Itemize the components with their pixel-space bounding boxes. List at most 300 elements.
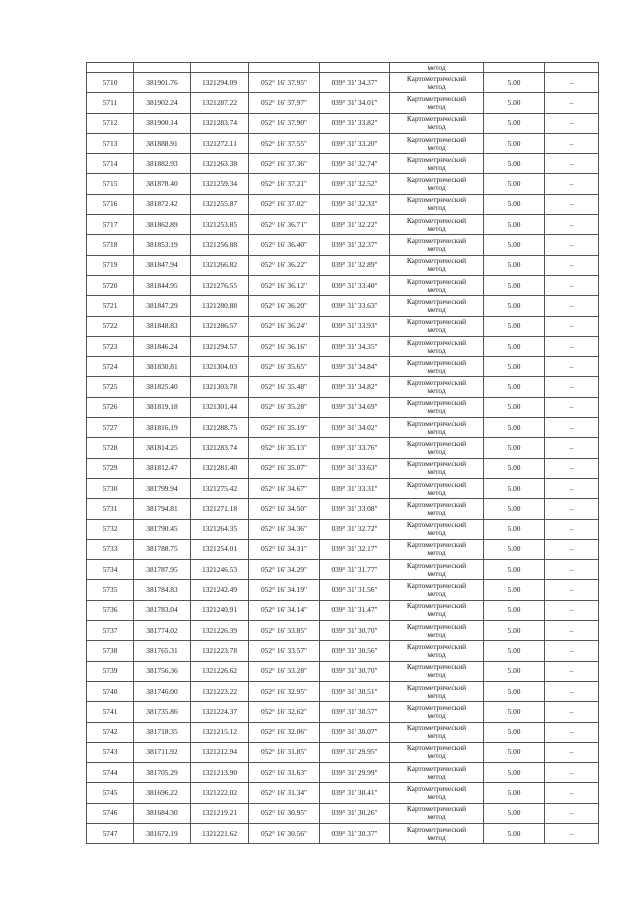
point-number-cell: 5737 xyxy=(87,621,134,641)
y-coordinate-cell: 1321253.85 xyxy=(191,215,249,235)
longitude-cell: 039° 31' 30.70" xyxy=(320,621,390,641)
longitude-cell: 039° 31' 33.40" xyxy=(320,275,390,295)
longitude-cell: 039° 31' 34.35" xyxy=(320,336,390,356)
point-number-cell: 5730 xyxy=(87,478,134,498)
accuracy-cell: 5.00 xyxy=(484,275,545,295)
y-coordinate-cell: 1321276.55 xyxy=(191,275,249,295)
accuracy-cell: 5.00 xyxy=(484,255,545,275)
note-cell: – xyxy=(545,418,599,438)
y-coordinate-cell: 1321255.87 xyxy=(191,194,249,214)
latitude-cell: 052° 16' 36.20" xyxy=(249,296,320,316)
latitude-cell: 052° 16' 37.36" xyxy=(249,154,320,174)
point-number-cell: 5716 xyxy=(87,194,134,214)
x-coordinate-cell: 381844.95 xyxy=(134,275,191,295)
y-coordinate-cell: 1321223.78 xyxy=(191,641,249,661)
table-row xyxy=(87,478,599,498)
latitude-cell: 052° 16' 34.31" xyxy=(249,539,320,559)
note-cell: – xyxy=(545,661,599,681)
y-coordinate-cell: 1321303.78 xyxy=(191,377,249,397)
table-row xyxy=(87,519,599,539)
latitude-cell: 052° 16' 33.85" xyxy=(249,621,320,641)
latitude-cell: 052° 16' 35.28" xyxy=(249,397,320,417)
method-cell: Картометрический метод xyxy=(390,336,484,356)
note-cell: – xyxy=(545,397,599,417)
x-coordinate-cell: 381794.81 xyxy=(134,499,191,519)
y-coordinate-cell: 1321224.37 xyxy=(191,702,249,722)
table-row xyxy=(87,580,599,600)
accuracy-cell: 5.00 xyxy=(484,194,545,214)
accuracy-cell: 5.00 xyxy=(484,539,545,559)
y-coordinate-cell: 1321286.57 xyxy=(191,316,249,336)
longitude-cell: 039° 31' 30.51" xyxy=(320,681,390,701)
accuracy-cell: 5.00 xyxy=(484,763,545,783)
method-cell: Картометрический метод xyxy=(390,499,484,519)
table-row xyxy=(87,742,599,762)
latitude-cell: 052° 16' 32.62" xyxy=(249,702,320,722)
latitude-cell: 052° 16' 36.12" xyxy=(249,275,320,295)
x-coordinate-cell: 381788.75 xyxy=(134,539,191,559)
longitude-cell: 039° 31' 34.37" xyxy=(320,73,390,93)
longitude-cell: 039° 31' 34.84" xyxy=(320,357,390,377)
point-number-cell: 5720 xyxy=(87,275,134,295)
longitude-cell: 039° 31' 29.99" xyxy=(320,763,390,783)
x-coordinate-cell: 381696.22 xyxy=(134,783,191,803)
table-row xyxy=(87,336,599,356)
longitude-cell: 039° 31' 32.89" xyxy=(320,255,390,275)
longitude-cell: 039° 31' 33.20" xyxy=(320,133,390,153)
x-coordinate-cell: 381705.29 xyxy=(134,763,191,783)
table-row xyxy=(87,194,599,214)
x-coordinate-cell: 381672.19 xyxy=(134,823,191,843)
point-number-cell: 5731 xyxy=(87,499,134,519)
latitude-cell: 052° 16' 34.19" xyxy=(249,580,320,600)
latitude-cell: 052° 16' 35.65" xyxy=(249,357,320,377)
longitude-cell: 039° 31' 32.37" xyxy=(320,235,390,255)
note-cell: – xyxy=(545,174,599,194)
table-row xyxy=(87,133,599,153)
point-number-cell: 5743 xyxy=(87,742,134,762)
latitude-cell: 052° 16' 37.97" xyxy=(249,93,320,113)
accuracy-cell: 5.00 xyxy=(484,336,545,356)
table-row xyxy=(87,783,599,803)
accuracy-cell: 5.00 xyxy=(484,316,545,336)
longitude-cell: 039° 31' 34.82" xyxy=(320,377,390,397)
method-cell: Картометрический метод xyxy=(390,681,484,701)
x-coordinate-cell: 381846.24 xyxy=(134,336,191,356)
method-cell: Картометрический метод xyxy=(390,194,484,214)
point-number-cell: 5721 xyxy=(87,296,134,316)
accuracy-cell: 5.00 xyxy=(484,560,545,580)
note-cell: – xyxy=(545,499,599,519)
method-cell: Картометрический метод xyxy=(390,560,484,580)
table-row xyxy=(87,803,599,823)
y-coordinate-cell: 1321254.01 xyxy=(191,539,249,559)
table-row xyxy=(87,275,599,295)
point-number-cell: 5712 xyxy=(87,113,134,133)
note-cell: – xyxy=(545,560,599,580)
accuracy-cell: 5.00 xyxy=(484,702,545,722)
method-cell-continued: метод xyxy=(390,63,484,73)
y-coordinate-cell: 1321283.74 xyxy=(191,438,249,458)
y-coordinate-cell: 1321271.18 xyxy=(191,499,249,519)
x-coordinate-cell: 381901.76 xyxy=(134,73,191,93)
x-coordinate-cell: 381853.19 xyxy=(134,235,191,255)
x-coordinate-cell: 381825.40 xyxy=(134,377,191,397)
accuracy-cell: 5.00 xyxy=(484,154,545,174)
point-number-cell: 5740 xyxy=(87,681,134,701)
latitude-cell: 052° 16' 35.48" xyxy=(249,377,320,397)
method-cell: Картометрический метод xyxy=(390,702,484,722)
longitude-cell: 039° 31' 31.47" xyxy=(320,600,390,620)
longitude-cell: 039° 31' 30.26" xyxy=(320,803,390,823)
accuracy-cell: 5.00 xyxy=(484,803,545,823)
method-cell: Картометрический метод xyxy=(390,621,484,641)
longitude-cell: 039° 31' 30.37" xyxy=(320,823,390,843)
table-row xyxy=(87,174,599,194)
method-cell: Картометрический метод xyxy=(390,478,484,498)
note-cell: – xyxy=(545,215,599,235)
point-number-cell: 5724 xyxy=(87,357,134,377)
method-cell: Картометрический метод xyxy=(390,742,484,762)
accuracy-cell: 5.00 xyxy=(484,113,545,133)
table-row xyxy=(87,113,599,133)
longitude-cell: 039° 31' 29.95" xyxy=(320,742,390,762)
x-coordinate-cell: 381819.18 xyxy=(134,397,191,417)
note-cell: – xyxy=(545,438,599,458)
method-cell: Картометрический метод xyxy=(390,133,484,153)
point-number-cell: 5723 xyxy=(87,336,134,356)
point-number-cell: 5713 xyxy=(87,133,134,153)
x-coordinate-cell: 381774.02 xyxy=(134,621,191,641)
method-cell: Картометрический метод xyxy=(390,803,484,823)
latitude-cell: 052° 16' 31.85" xyxy=(249,742,320,762)
method-cell: Картометрический метод xyxy=(390,357,484,377)
latitude-cell: 052° 16' 36.16" xyxy=(249,336,320,356)
latitude-cell: 052° 16' 33.28" xyxy=(249,661,320,681)
note-cell: – xyxy=(545,803,599,823)
latitude-cell: 052° 16' 37.02" xyxy=(249,194,320,214)
longitude-cell: 039° 31' 31.77" xyxy=(320,560,390,580)
latitude-cell: 052° 16' 31.63" xyxy=(249,763,320,783)
note-cell: – xyxy=(545,275,599,295)
latitude-cell: 052° 16' 34.14" xyxy=(249,600,320,620)
y-coordinate-cell: 1321272.11 xyxy=(191,133,249,153)
accuracy-cell: 5.00 xyxy=(484,296,545,316)
note-cell: – xyxy=(545,73,599,93)
accuracy-cell: 5.00 xyxy=(484,661,545,681)
accuracy-cell: 5.00 xyxy=(484,133,545,153)
latitude-cell: 052° 16' 30.95" xyxy=(249,803,320,823)
note-cell: – xyxy=(545,580,599,600)
latitude-cell: 052° 16' 35.19" xyxy=(249,418,320,438)
method-cell: Картометрический метод xyxy=(390,418,484,438)
table-row xyxy=(87,357,599,377)
table-row xyxy=(87,763,599,783)
latitude-cell: 052° 16' 34.29" xyxy=(249,560,320,580)
note-cell: – xyxy=(545,702,599,722)
method-cell: Картометрический метод xyxy=(390,113,484,133)
latitude-cell: 052° 16' 36.22" xyxy=(249,255,320,275)
y-coordinate-cell: 1321275.42 xyxy=(191,478,249,498)
method-cell: Картометрический метод xyxy=(390,823,484,843)
point-number-cell: 5710 xyxy=(87,73,134,93)
table-row xyxy=(87,458,599,478)
table-row xyxy=(87,722,599,742)
x-coordinate-cell: 381848.83 xyxy=(134,316,191,336)
note-cell: – xyxy=(545,722,599,742)
accuracy-cell: 5.00 xyxy=(484,722,545,742)
method-cell: Картометрический метод xyxy=(390,93,484,113)
x-coordinate-cell: 381862.89 xyxy=(134,215,191,235)
point-number-cell: 5732 xyxy=(87,519,134,539)
accuracy-cell: 5.00 xyxy=(484,823,545,843)
y-coordinate-cell: 1321301.44 xyxy=(191,397,249,417)
accuracy-cell: 5.00 xyxy=(484,600,545,620)
latitude-cell: 052° 16' 32.06" xyxy=(249,722,320,742)
x-coordinate-cell: 381888.91 xyxy=(134,133,191,153)
point-number-cell: 5719 xyxy=(87,255,134,275)
y-coordinate-cell: 1321280.88 xyxy=(191,296,249,316)
method-cell: Картометрический метод xyxy=(390,275,484,295)
longitude-cell: 039° 31' 32.22" xyxy=(320,215,390,235)
longitude-cell: 039° 31' 33.63" xyxy=(320,458,390,478)
note-cell: – xyxy=(545,478,599,498)
note-cell: – xyxy=(545,539,599,559)
table-row xyxy=(87,377,599,397)
latitude-cell: 052° 16' 34.50" xyxy=(249,499,320,519)
note-cell: – xyxy=(545,742,599,762)
table-row xyxy=(87,539,599,559)
longitude-cell: 039° 31' 34.02" xyxy=(320,418,390,438)
note-cell: – xyxy=(545,823,599,843)
y-coordinate-cell: 1321266.82 xyxy=(191,255,249,275)
table-body xyxy=(87,63,599,844)
accuracy-cell: 5.00 xyxy=(484,499,545,519)
table-row xyxy=(87,560,599,580)
latitude-cell: 052° 16' 37.95" xyxy=(249,73,320,93)
note-cell: – xyxy=(545,783,599,803)
point-number-cell: 5739 xyxy=(87,661,134,681)
x-coordinate-cell: 381872.42 xyxy=(134,194,191,214)
note-cell: – xyxy=(545,763,599,783)
x-coordinate-cell: 381816.19 xyxy=(134,418,191,438)
y-coordinate-cell: 1321226.39 xyxy=(191,621,249,641)
table-row xyxy=(87,235,599,255)
accuracy-cell: 5.00 xyxy=(484,357,545,377)
table-row xyxy=(87,600,599,620)
point-number-cell: 5741 xyxy=(87,702,134,722)
accuracy-cell: 5.00 xyxy=(484,438,545,458)
accuracy-cell: 5.00 xyxy=(484,641,545,661)
longitude-cell: 039° 31' 33.31" xyxy=(320,478,390,498)
x-coordinate-cell: 381746.00 xyxy=(134,681,191,701)
method-cell: Картометрический метод xyxy=(390,722,484,742)
accuracy-cell: 5.00 xyxy=(484,580,545,600)
y-coordinate-cell: 1321221.62 xyxy=(191,823,249,843)
latitude-cell: 052° 16' 32.95" xyxy=(249,681,320,701)
note-cell: – xyxy=(545,377,599,397)
table-row xyxy=(87,823,599,843)
x-coordinate-cell: 381684.30 xyxy=(134,803,191,823)
x-coordinate-cell: 381812.47 xyxy=(134,458,191,478)
accuracy-cell: 5.00 xyxy=(484,621,545,641)
y-coordinate-cell: 1321223.22 xyxy=(191,681,249,701)
x-coordinate-cell: 381765.31 xyxy=(134,641,191,661)
longitude-cell: 039° 31' 34.69" xyxy=(320,397,390,417)
longitude-cell: 039° 31' 32.52" xyxy=(320,174,390,194)
longitude-cell: 039° 31' 32.33" xyxy=(320,194,390,214)
longitude-cell: 039° 31' 30.56" xyxy=(320,641,390,661)
x-coordinate-cell: 381718.35 xyxy=(134,722,191,742)
longitude-cell: 039° 31' 30.07" xyxy=(320,722,390,742)
latitude-cell: 052° 16' 31.34" xyxy=(249,783,320,803)
y-coordinate-cell: 1321287.22 xyxy=(191,93,249,113)
table-row xyxy=(87,438,599,458)
point-number-cell: 5714 xyxy=(87,154,134,174)
accuracy-cell: 5.00 xyxy=(484,235,545,255)
method-cell: Картометрический метод xyxy=(390,539,484,559)
note-cell: – xyxy=(545,235,599,255)
table-row-continued xyxy=(87,63,599,73)
method-cell: Картометрический метод xyxy=(390,316,484,336)
accuracy-cell: 5.00 xyxy=(484,174,545,194)
point-number-cell: 5727 xyxy=(87,418,134,438)
accuracy-cell: 5.00 xyxy=(484,377,545,397)
method-cell: Картометрический метод xyxy=(390,580,484,600)
longitude-cell: 039° 31' 30.41" xyxy=(320,783,390,803)
accuracy-cell: 5.00 xyxy=(484,519,545,539)
note-cell: – xyxy=(545,194,599,214)
latitude-cell: 052° 16' 34.36" xyxy=(249,519,320,539)
y-coordinate-cell: 1321219.21 xyxy=(191,803,249,823)
latitude-cell: 052° 16' 33.57" xyxy=(249,641,320,661)
point-number-cell: 5715 xyxy=(87,174,134,194)
method-cell: Картометрический метод xyxy=(390,154,484,174)
point-number-cell: 5747 xyxy=(87,823,134,843)
accuracy-cell: 5.00 xyxy=(484,681,545,701)
table-row xyxy=(87,255,599,275)
x-coordinate-cell: 381735.86 xyxy=(134,702,191,722)
table-row xyxy=(87,215,599,235)
point-number-cell: 5726 xyxy=(87,397,134,417)
note-cell: – xyxy=(545,113,599,133)
method-cell: Картометрический метод xyxy=(390,174,484,194)
accuracy-cell: 5.00 xyxy=(484,215,545,235)
method-cell: Картометрический метод xyxy=(390,783,484,803)
point-number-cell: 5711 xyxy=(87,93,134,113)
note-cell: – xyxy=(545,621,599,641)
accuracy-cell: 5.00 xyxy=(484,458,545,478)
note-cell: – xyxy=(545,357,599,377)
table-row xyxy=(87,93,599,113)
latitude-cell: 052° 16' 34.67" xyxy=(249,478,320,498)
y-coordinate-cell: 1321263.38 xyxy=(191,154,249,174)
x-coordinate-cell: 381902.24 xyxy=(134,93,191,113)
table-row xyxy=(87,397,599,417)
method-cell: Картометрический метод xyxy=(390,438,484,458)
point-number-cell: 5738 xyxy=(87,641,134,661)
point-number-cell: 5736 xyxy=(87,600,134,620)
longitude-cell: 039° 31' 31.56" xyxy=(320,580,390,600)
longitude-cell: 039° 31' 33.76" xyxy=(320,438,390,458)
table-row xyxy=(87,702,599,722)
method-cell: Картометрический метод xyxy=(390,377,484,397)
longitude-cell: 039° 31' 32.17" xyxy=(320,539,390,559)
point-number-cell: 5742 xyxy=(87,722,134,742)
note-cell: – xyxy=(545,681,599,701)
longitude-cell: 039° 31' 33.82" xyxy=(320,113,390,133)
accuracy-cell: 5.00 xyxy=(484,478,545,498)
note-cell: – xyxy=(545,93,599,113)
y-coordinate-cell: 1321246.53 xyxy=(191,560,249,580)
point-number-cell: 5725 xyxy=(87,377,134,397)
x-coordinate-cell: 381900.14 xyxy=(134,113,191,133)
latitude-cell: 052° 16' 36.71" xyxy=(249,215,320,235)
accuracy-cell: 5.00 xyxy=(484,397,545,417)
y-coordinate-cell: 1321256.88 xyxy=(191,235,249,255)
longitude-cell: 039° 31' 32.72" xyxy=(320,519,390,539)
point-number-cell: 5734 xyxy=(87,560,134,580)
latitude-cell: 052° 16' 36.40" xyxy=(249,235,320,255)
x-coordinate-cell: 381830.81 xyxy=(134,357,191,377)
accuracy-cell: 5.00 xyxy=(484,93,545,113)
table-row xyxy=(87,661,599,681)
y-coordinate-cell: 1321281.40 xyxy=(191,458,249,478)
y-coordinate-cell: 1321264.35 xyxy=(191,519,249,539)
latitude-cell: 052° 16' 37.55" xyxy=(249,133,320,153)
point-number-cell: 5735 xyxy=(87,580,134,600)
x-coordinate-cell: 381847.29 xyxy=(134,296,191,316)
method-cell: Картометрический метод xyxy=(390,296,484,316)
y-coordinate-cell: 1321242.49 xyxy=(191,580,249,600)
table-row xyxy=(87,154,599,174)
accuracy-cell: 5.00 xyxy=(484,742,545,762)
note-cell: – xyxy=(545,316,599,336)
longitude-cell: 039° 31' 33.08" xyxy=(320,499,390,519)
method-cell: Картометрический метод xyxy=(390,73,484,93)
y-coordinate-cell: 1321212.94 xyxy=(191,742,249,762)
accuracy-cell: 5.00 xyxy=(484,418,545,438)
method-cell: Картометрический метод xyxy=(390,661,484,681)
x-coordinate-cell: 381784.83 xyxy=(134,580,191,600)
note-cell: – xyxy=(545,641,599,661)
coordinates-table-page xyxy=(86,62,598,844)
note-cell: – xyxy=(545,154,599,174)
table-row xyxy=(87,418,599,438)
y-coordinate-cell: 1321213.90 xyxy=(191,763,249,783)
method-cell: Картометрический метод xyxy=(390,763,484,783)
x-coordinate-cell: 381847.94 xyxy=(134,255,191,275)
x-coordinate-cell: 381799.94 xyxy=(134,478,191,498)
x-coordinate-cell: 381878.40 xyxy=(134,174,191,194)
point-number-cell: 5744 xyxy=(87,763,134,783)
table-row xyxy=(87,499,599,519)
note-cell: – xyxy=(545,458,599,478)
method-cell: Картометрический метод xyxy=(390,600,484,620)
latitude-cell: 052° 16' 35.13" xyxy=(249,438,320,458)
latitude-cell: 052° 16' 37.90" xyxy=(249,113,320,133)
y-coordinate-cell: 1321304.03 xyxy=(191,357,249,377)
x-coordinate-cell: 381756.36 xyxy=(134,661,191,681)
longitude-cell: 039° 31' 34.01" xyxy=(320,93,390,113)
longitude-cell: 039° 31' 33.63" xyxy=(320,296,390,316)
point-number-cell: 5718 xyxy=(87,235,134,255)
method-cell: Картометрический метод xyxy=(390,458,484,478)
accuracy-cell: 5.00 xyxy=(484,73,545,93)
method-cell: Картометрический метод xyxy=(390,215,484,235)
method-cell: Картометрический метод xyxy=(390,255,484,275)
note-cell: – xyxy=(545,133,599,153)
